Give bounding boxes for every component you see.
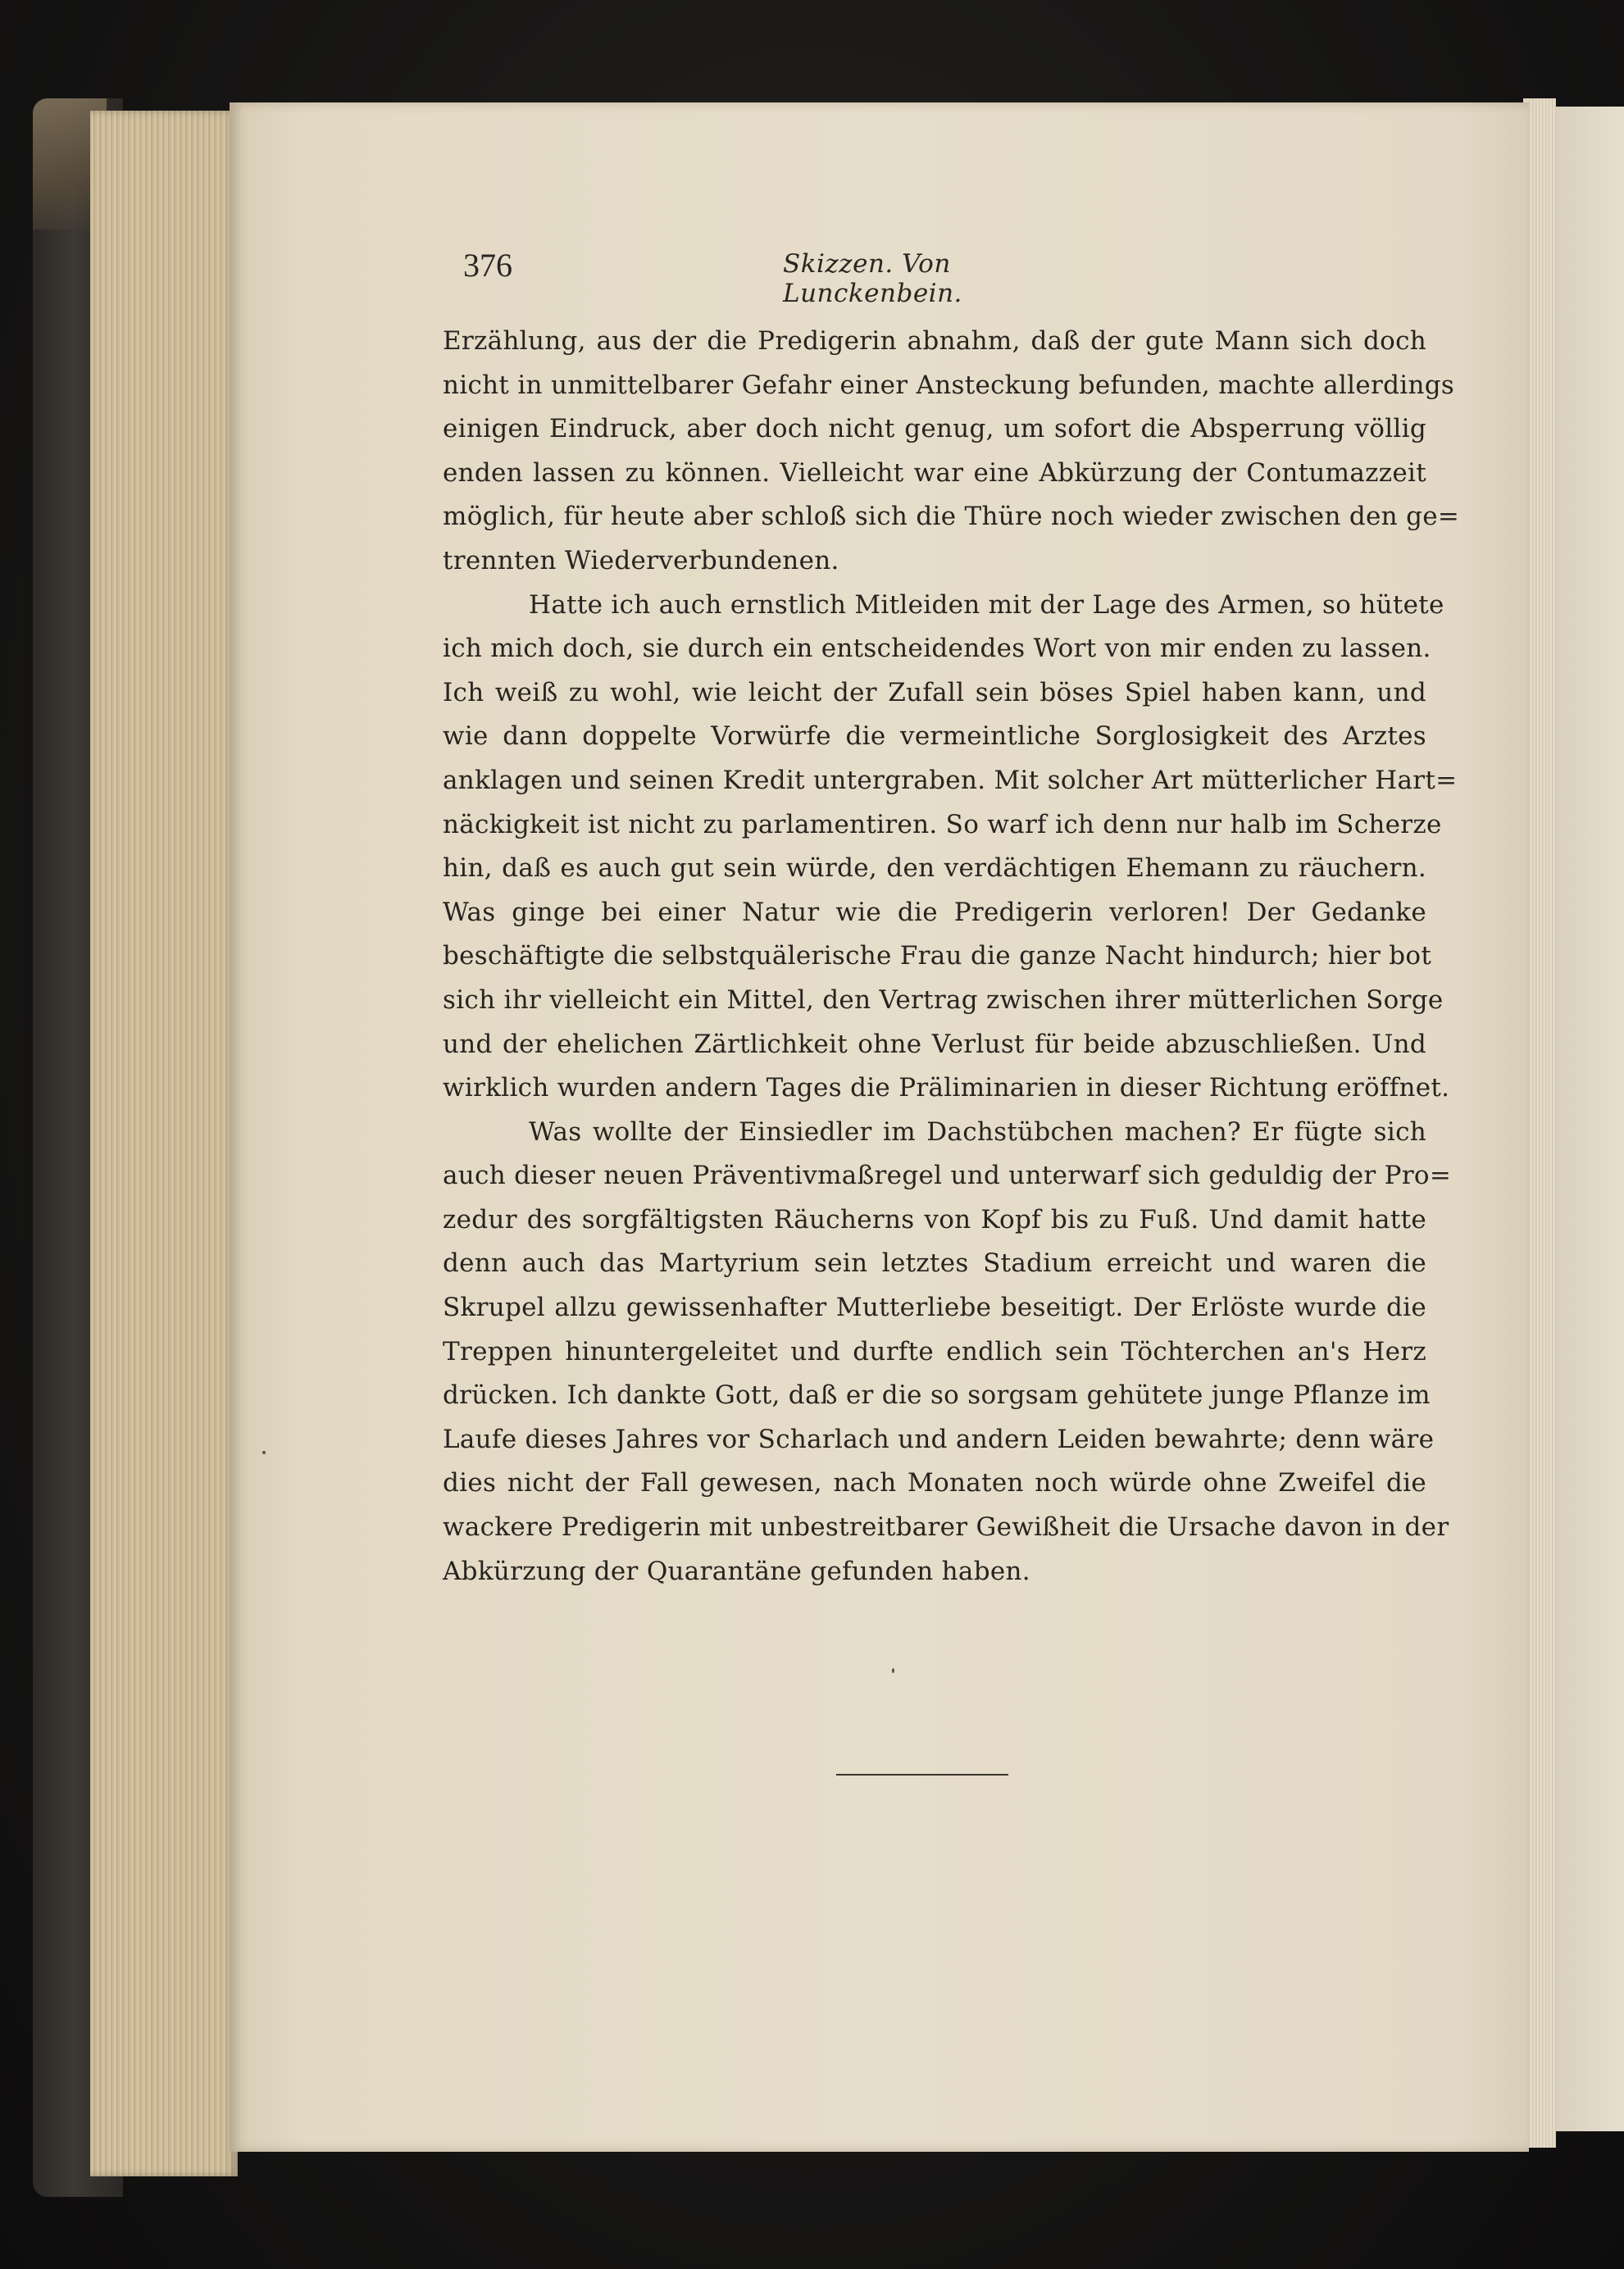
text-line: denn auch das Martyrium sein letztes Stadium erreicht und waren die bbox=[443, 1248, 1426, 1279]
paragraph bbox=[443, 320, 1460, 584]
text-line: wackere Predigerin mit unbestreitbarer Gewißheit die Ursache davon in der bbox=[443, 1512, 1449, 1543]
text-line: wirklich wurden andern Tages die Präliminarien in dieser Richtung eröffnet. bbox=[443, 1073, 1450, 1103]
text-line: trennten Wiederverbundenen. bbox=[443, 545, 839, 575]
text-line: möglich, für heute aber schloß sich die Thüre noch wieder zwischen den ge= bbox=[443, 502, 1460, 532]
text-line: näckigkeit ist nicht zu parlamentiren. So warf ich denn nur halb im Scherze bbox=[443, 809, 1442, 839]
next-page-edge bbox=[1553, 107, 1624, 2131]
text-line: Skrupel allzu gewissenhafter Mutterliebe beseitigt. Der Erlöste wurde die bbox=[443, 1293, 1426, 1323]
paper-speck bbox=[892, 1668, 894, 1673]
body-text bbox=[443, 320, 1460, 1594]
text-line: anklagen und seinen Kredit untergraben. Mit solcher Art mütterlicher Hart= bbox=[443, 765, 1458, 795]
text-line: dies nicht der Fall gewesen, nach Monaten noch würde ohne Zweifel die bbox=[443, 1468, 1426, 1498]
text-line: ich mich doch, sie durch ein entscheidendes Wort von mir enden zu lassen. bbox=[443, 634, 1431, 664]
text-line: und der ehelichen Zärtlichkeit ohne Verlust für beide abzuschließen. Und bbox=[443, 1029, 1426, 1059]
text-line: Erzählung, aus der die Predigerin abnahm, daß der gute Mann sich doch bbox=[443, 326, 1426, 356]
text-line: hin, daß es auch gut sein würde, den verdächtigen Ehemann zu räuchern. bbox=[443, 853, 1426, 884]
text-line: sich ihr vielleicht ein Mittel, den Vertrag zwischen ihrer mütterlichen Sorge bbox=[443, 984, 1444, 1015]
text-line: zedur des sorgfältigsten Räucherns von Kopf bis zu Fuß. Und damit hatte bbox=[443, 1204, 1426, 1235]
paragraph bbox=[443, 584, 1458, 1111]
text-line: wie dann doppelte Vorwürfe die vermeintliche Sorglosigkeit des Arztes bbox=[443, 721, 1426, 752]
text-line: enden lassen zu können. Vielleicht war eine Abkürzung der Contumazzeit bbox=[443, 457, 1426, 488]
text-line: beschäftigte die selbstquälerische Frau die ganze Nacht hindurch; hier bot bbox=[443, 941, 1432, 971]
text-line: Was wollte der Einsiedler im Dachstübchen machen? Er fügte sich bbox=[529, 1116, 1426, 1147]
section-end-rule bbox=[836, 1774, 1008, 1776]
text-line: Abkürzung der Quarantäne gefunden haben. bbox=[443, 1556, 1030, 1586]
text-line: Was ginge bei einer Natur wie die Predigerin verloren! Der Gedanke bbox=[443, 897, 1426, 927]
page-edges-left bbox=[90, 111, 238, 2176]
page-number: 376 bbox=[463, 247, 512, 284]
text-line: Ich weiß zu wohl, wie leicht der Zufall sein böses Spiel haben kann, und bbox=[443, 677, 1426, 707]
text-line: nicht in unmittelbarer Gefahr einer Ansteckung befunden, machte allerdings bbox=[443, 370, 1455, 400]
text-line: Laufe dieses Jahres vor Scharlach und andern Leiden bewahrte; denn wäre bbox=[443, 1424, 1435, 1454]
paper-speck bbox=[262, 1451, 266, 1454]
page-header bbox=[463, 246, 1135, 308]
text-line: Treppen hinuntergeleitet und durfte endlich sein Töchterchen an's Herz bbox=[443, 1336, 1426, 1366]
paragraph bbox=[443, 1111, 1452, 1594]
text-line: einigen Eindruck, aber doch nicht genug, um sofort die Absperrung völlig bbox=[443, 414, 1426, 444]
running-head: Skizzen. Von Lunckenbein. bbox=[783, 249, 962, 308]
text-line: Hatte ich auch ernstlich Mitleiden mit der Lage des Armen, so hütete bbox=[529, 589, 1444, 620]
text-line: auch dieser neuen Präventivmaßregel und unterwarf sich geduldig der Pro= bbox=[443, 1161, 1452, 1191]
text-line: drücken. Ich dankte Gott, daß er die so sorgsam gehütete junge Pflanze im bbox=[443, 1380, 1431, 1411]
